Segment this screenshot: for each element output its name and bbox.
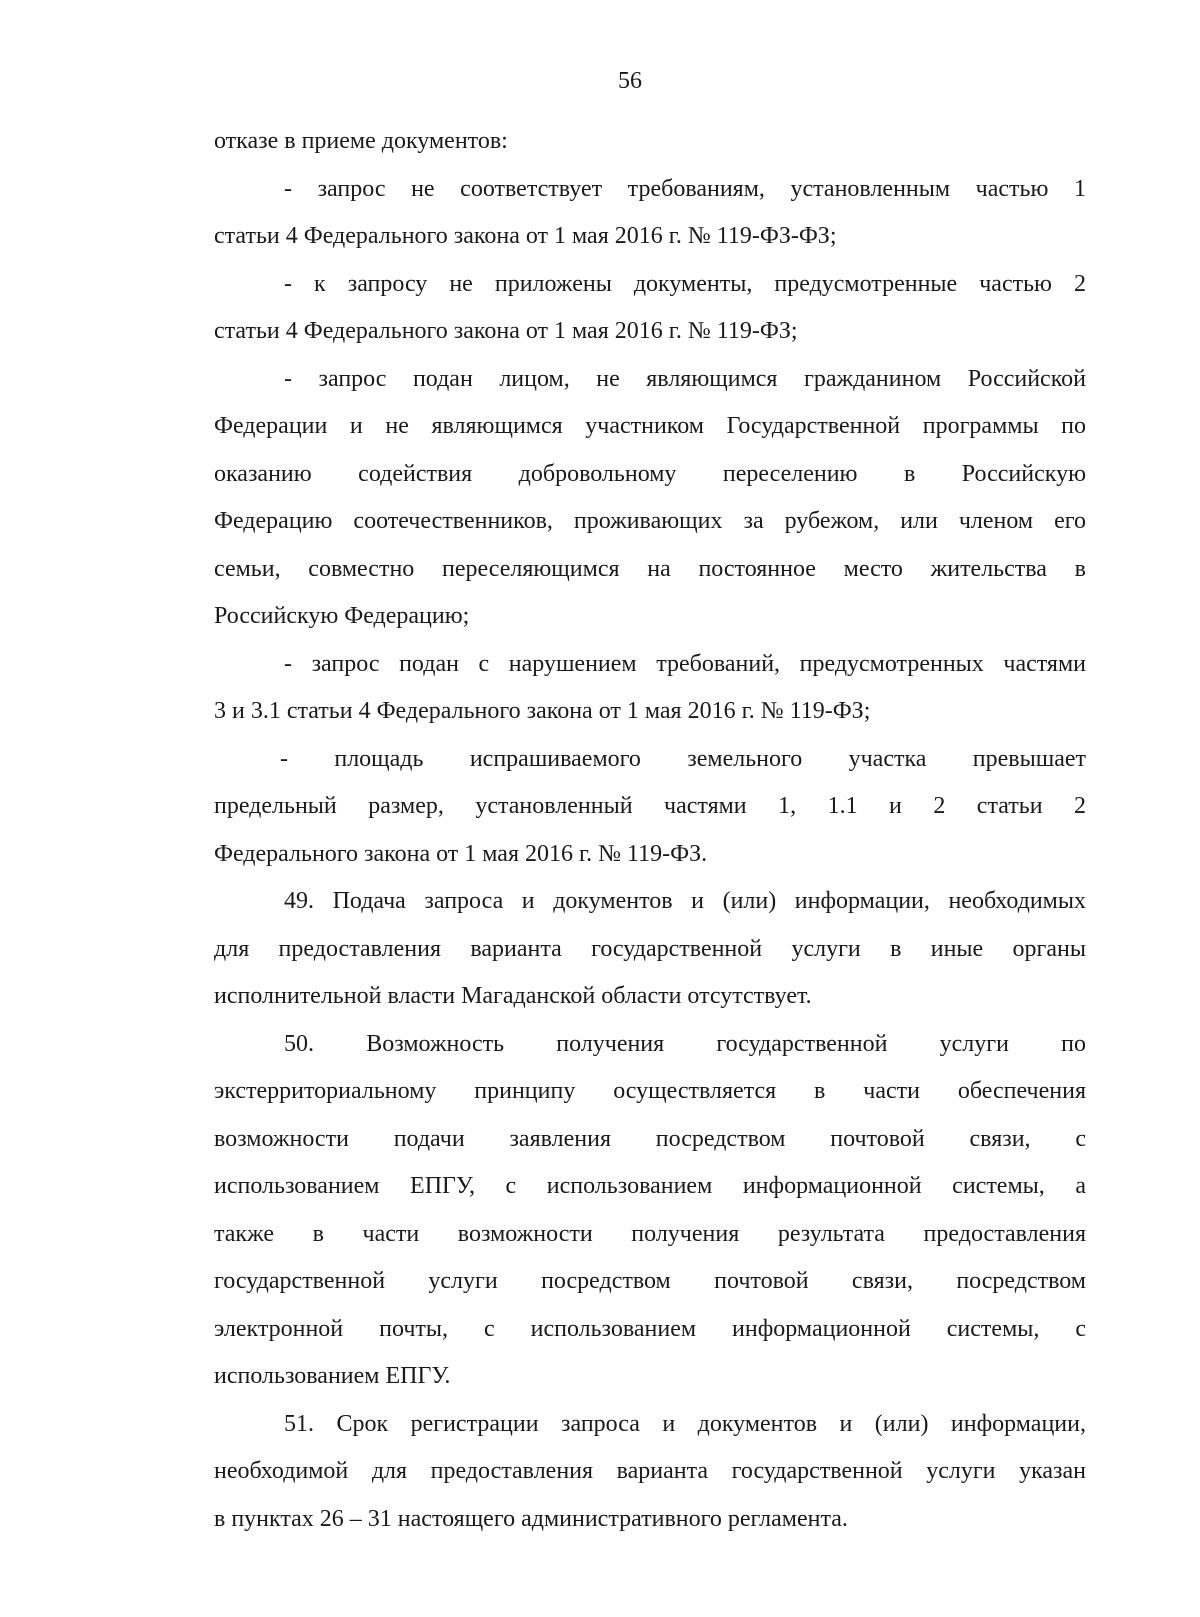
text-line: возможности подачи заявления посредством почтовой связи, с (214, 1125, 1086, 1152)
text-line: экстерриториальному принципу осуществляется в части обеспечения (214, 1078, 1086, 1104)
text-line: семьи, совместно переселяющимся на постоянное место жительства в (214, 555, 1086, 582)
text-line: электронной почты, с использованием информационной системы, с (214, 1315, 1086, 1342)
text-line: использованием ЕПГУ. (214, 1363, 451, 1389)
text-line: оказанию содействия добровольному переселению в Российскую (214, 460, 1086, 487)
text-line: государственной услуги посредством почтовой связи, посредством (214, 1268, 1086, 1294)
text-line: статьи 4 Федерального закона от 1 мая 2016 г. № 119-ФЗ-ФЗ; (214, 223, 837, 249)
text-line: для предоставления варианта государственной услуги в иные органы (214, 935, 1086, 962)
text-line: Федерального закона от 1 мая 2016 г. № 119-ФЗ. (214, 840, 708, 867)
text-line: Российскую Федерацию; (214, 603, 470, 629)
text-line: - к запросу не приложены документы, предусмотренные частью 2 (284, 270, 1086, 297)
text-line: - запрос подан лицом, не являющимся гражданином Российской (284, 365, 1086, 392)
text-line: - площадь испрашиваемого земельного участка превышает (280, 745, 1086, 772)
text-line: статьи 4 Федерального закона от 1 мая 2016 г. № 119-ФЗ; (214, 318, 798, 344)
text-line: предельный размер, установленный частями 1, 1.1 и 2 статьи 2 (214, 793, 1086, 819)
text-line: 49. Подача запроса и документов и (или) информации, необходимых (284, 888, 1086, 914)
page-number: 56 (618, 68, 642, 94)
text-line: исполнительной власти Магаданской области отсутствует. (214, 983, 812, 1009)
document-body (214, 118, 1086, 1543)
text-line: Федерации и не являющимся участником Государственной программы по (214, 413, 1086, 439)
text-line: необходимой для предоставления варианта государственной услуги указан (214, 1458, 1086, 1484)
text-line: также в части возможности получения результата предоставления (214, 1220, 1086, 1247)
text-line: использованием ЕПГУ, с использованием информационной системы, а (214, 1173, 1086, 1199)
text-line: 51. Срок регистрации запроса и документов и (или) информации, (284, 1410, 1086, 1437)
text-line: 3 и 3.1 статьи 4 Федерального закона от 1 мая 2016 г. № 119-ФЗ; (214, 698, 871, 724)
text-line: 50. Возможность получения государственной услуги по (284, 1030, 1086, 1057)
text-line: - запрос подан с нарушением требований, предусмотренных частями (284, 650, 1086, 677)
text-line: в пунктах 26 – 31 настоящего административного регламента. (214, 1505, 848, 1532)
text-line: - запрос не соответствует требованиям, установленным частью 1 (284, 175, 1086, 202)
text-line: Федерацию соотечественников, проживающих за рубежом, или членом его (214, 508, 1086, 534)
text-line: отказе в приеме документов: (214, 128, 508, 154)
